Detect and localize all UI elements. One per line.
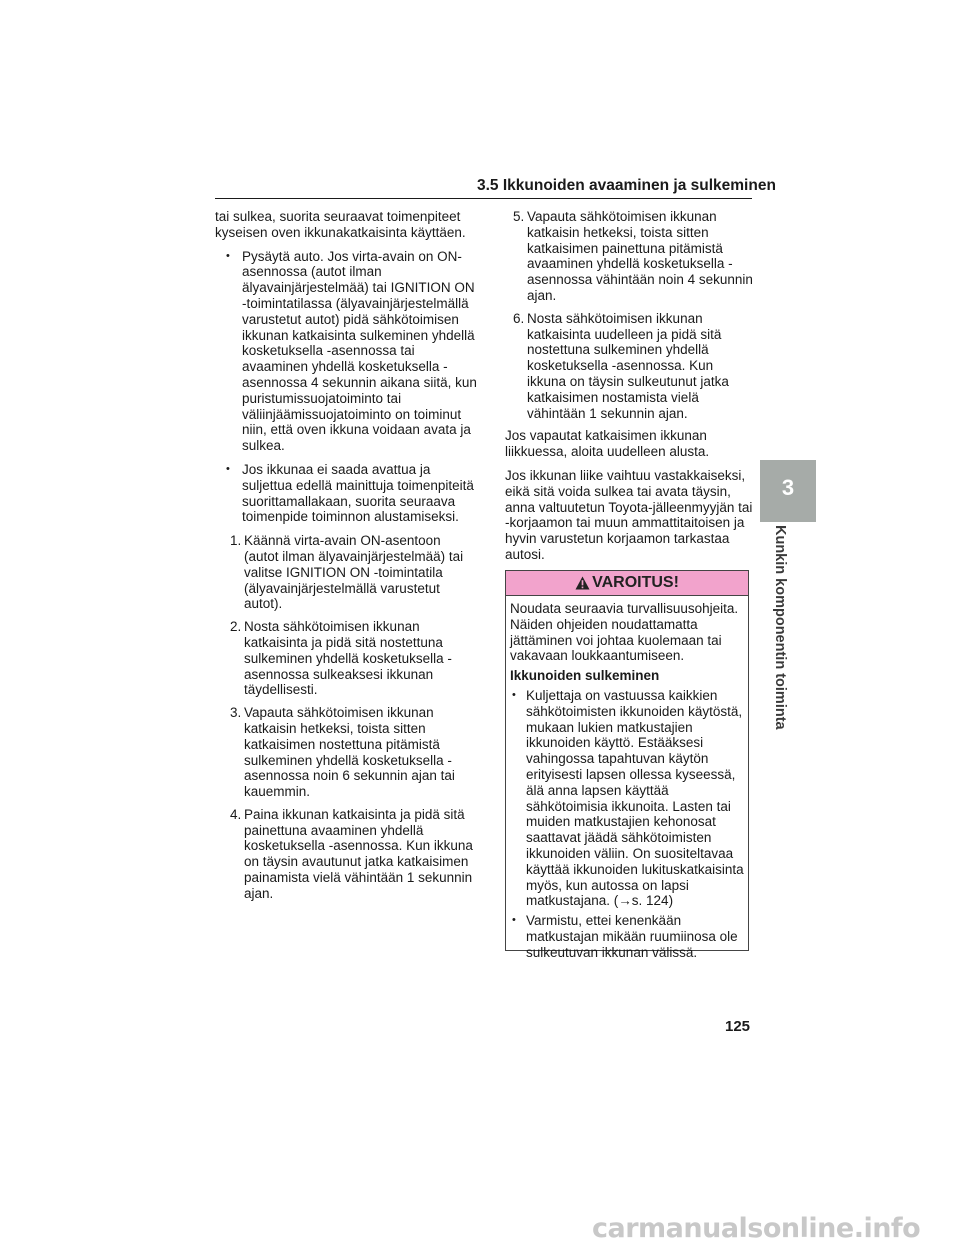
step-text: Nosta sähkötoimisen ikkunan katkaisinta ja pidä sitä nostettuna sulkeminen yhdellä kosketuksella -asennossa sulkeaksesi ikkunan täydellisesti. — [244, 619, 452, 698]
step-number: 6. — [513, 310, 525, 326]
step-item — [505, 311, 753, 422]
step-text: Käännä virta-avain ON-asentoon (autot ilman älyavainjärjestelmää) tai valitse IGNITION ON -toimintatila (älyavainjärjestelmällä varustetut autot). — [244, 533, 464, 612]
bullet-item: • Jos ikkunaa ei saada avattua ja suljettua edellä mainittuja toimenpiteitä suorittamallakaan, suorita seuraava toimenpide toiminnon alustamiseksi. — [215, 462, 477, 525]
step-number: 1. — [230, 533, 242, 549]
step-number: 3. — [230, 705, 242, 721]
warning-intro: Noudata seuraavia turvallisuusohjeita. Näiden ohjeiden noudattamatta jättäminen voi johtaa kuolemaan tai vakavaan loukkaantumiseen. — [510, 601, 739, 664]
step-number: 5. — [513, 209, 525, 224]
section-header: 3.5 Ikkunoiden avaaminen ja sulkeminen — [477, 177, 776, 194]
step-number: 4. — [230, 806, 242, 822]
warning-body — [506, 596, 748, 961]
intro-paragraph: tai sulkea, suorita seuraavat toimenpiteet kyseisen oven ikkunakatkaisinta käyttäen. — [215, 209, 466, 240]
page-number: 125 — [725, 1018, 751, 1035]
warning-triangle-icon — [575, 576, 590, 590]
left-bullet-list — [215, 249, 477, 526]
step-text: Vapauta sähkötoimisen ikkunan katkaisin hetkeksi, toista sitten katkaisimen painettuna pitämistä avaaminen yhdellä kosketuksella -asennossa vähintään noin 4 sekunnin ajan. — [527, 209, 753, 303]
left-column — [215, 209, 477, 909]
watermark: carmanualsonline.info — [592, 1213, 921, 1244]
step-item — [215, 619, 477, 698]
step-text: Vapauta sähkötoimisen ikkunan katkaisin hetkeksi, toista sitten katkaisimen nostettuna pitämistä sulkeminen yhdellä kosketuksella -asennossa noin 6 sekunnin ajan tai kauemmin. — [244, 705, 455, 800]
restart-paragraph: Jos vapautat katkaisimen ikkunan liikkuessa, aloita uudelleen alusta. — [505, 428, 710, 460]
warning-subtitle: Ikkunoiden sulkeminen — [510, 668, 660, 684]
step-number: 2. — [230, 619, 242, 635]
warning-bullet: • Kuljettaja on vastuussa kaikkien sähkötoimisten ikkunoiden käytöstä, mukaan lukien matkustajien ikkunoiden käyttö. Estääksesi vahingossa tapahtuvan käytön erityisesti lapsen ollessa kyseessä, älä anna lapsen käyttää sähkötoimisia ikkunoita. Lasten tai muiden matkustajien kehonosat saattavat jäädä sähkötoimisten ikkunoiden väliin. On suositeltavaa käyttää ikkunoiden lukituskatkaisinta myös, kun autossa on lapsi matkustajana. (→s. 124) — [510, 688, 744, 909]
step-item — [505, 209, 753, 304]
chapter-title: Kunkin komponentin toiminta — [772, 525, 788, 730]
left-step-list — [215, 533, 477, 902]
warning-title: VAROITUS! — [592, 574, 679, 591]
bullet-item: • Pysäytä auto. Jos virta-avain on ON-asennossa (autot ilman älyavainjärjestelmää) tai IGNITION ON -toimintatilassa (älyavainjärjestelmällä varustetut autot) pidä sähkötoimisen ikkunan katkaisinta sulkeminen yhdellä kosketuksella -asennossa tai avaaminen yhdellä kosketuksella -asennossa 4 sekunnin aikana siitä, kun puristumissuojatoiminto tai väliinjäämissuojatoiminto on toiminut niin, että oven ikkuna voidaan avata ja sulkea. — [215, 249, 477, 454]
right-column — [505, 209, 753, 571]
warning-bullet: • Varmistu, ettei kenenkään matkustajan mikään ruumiinosa ole sulkeutuvan ikkunan välissä. — [510, 913, 744, 960]
right-step-list — [505, 209, 753, 421]
header-rule — [215, 198, 752, 199]
chapter-number: 3 — [781, 475, 795, 500]
step-text: Nosta sähkötoimisen ikkunan katkaisinta uudelleen ja pidä sitä nostettuna sulkeminen yhdellä kosketuksella -asennossa. Kun ikkuna on täysin sulkeutunut jatka katkaisimen nostamista vielä vähintään 1 sekunnin ajan. — [527, 310, 729, 421]
warning-header — [506, 571, 748, 596]
step-item — [215, 807, 477, 902]
warning-bullet-list — [510, 688, 744, 961]
step-item — [215, 533, 477, 612]
step-text: Paina ikkunan katkaisinta ja pidä sitä painettuna avaaminen yhdellä kosketuksella -asennossa. Kun ikkuna on täysin avautunut jatka katkaisimen painamista vielä vähintään 1 sekunnin ajan. — [244, 806, 473, 901]
warning-box — [505, 570, 749, 960]
step-item — [215, 705, 477, 800]
inspection-paragraph: Jos ikkunan liike vaihtuu vastakkaiseksi, eikä sitä voida sulkea tai avata täysin, anna valtuutetun Toyota-jälleenmyyjän tai -korjaamon tai muun ammattitaitoisen ja hyvin varustetun korjaamon tarkastaa autosi. — [505, 467, 753, 562]
